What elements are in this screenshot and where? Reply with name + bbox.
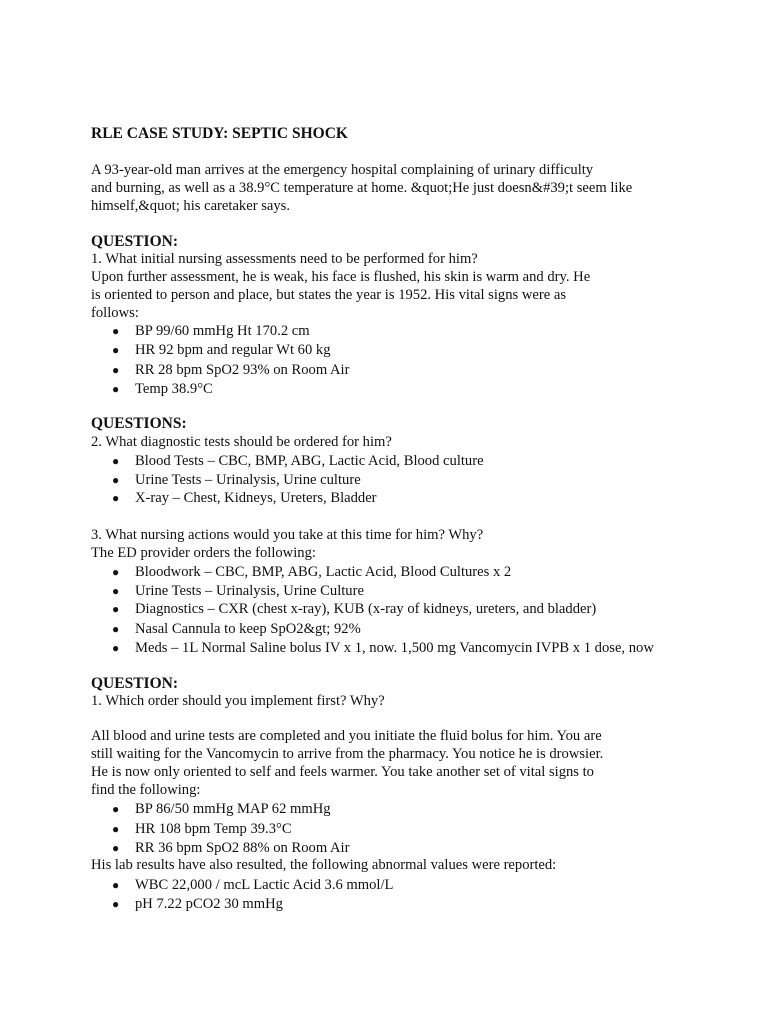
section5-bullet-2: HR 108 bpm Temp 39.3°C	[135, 821, 292, 837]
section3-bullet-4: Nasal Cannula to keep SpO2&gt; 92%	[135, 621, 361, 637]
section5-bullet-3: RR 36 bpm SpO2 88% on Room Air	[135, 840, 350, 856]
bullet-icon: ●	[112, 802, 120, 816]
section2-line-1: 2. What diagnostic tests should be ordered for him?	[91, 434, 392, 450]
bullet-icon: ●	[112, 491, 120, 505]
bullet-icon: ●	[112, 897, 120, 911]
section2-bullet-1: Blood Tests – CBC, BMP, ABG, Lactic Acid, Blood culture	[135, 453, 484, 469]
section5-line-4: find the following:	[91, 782, 201, 798]
bullet-icon: ●	[112, 622, 120, 636]
bullet-icon: ●	[112, 584, 120, 598]
intro-line-1: A 93-year-old man arrives at the emergency hospital complaining of urinary difficulty	[91, 162, 594, 178]
section5-line-1: All blood and urine tests are completed and you initiate the fluid bolus for him. You are	[91, 728, 602, 744]
section5-after-line: His lab results have also resulted, the following abnormal values were reported:	[91, 857, 557, 873]
section1-heading: QUESTION:	[91, 233, 178, 250]
section5-bullet-1: BP 86/50 mmHg MAP 62 mmHg	[135, 801, 331, 817]
section1-line-1: 1. What initial nursing assessments need to be performed for him?	[91, 251, 478, 267]
section2-bullet-2: Urine Tests – Urinalysis, Urine culture	[135, 472, 361, 488]
section4-heading: QUESTION:	[91, 675, 178, 692]
section3-line-2: The ED provider orders the following:	[91, 545, 316, 561]
section3-bullet-2: Urine Tests – Urinalysis, Urine Culture	[135, 583, 364, 599]
document-title: RLE CASE STUDY: SEPTIC SHOCK	[91, 125, 348, 142]
section1-bullet-2: HR 92 bpm and regular Wt 60 kg	[135, 342, 331, 358]
section3-bullet-5: Meds – 1L Normal Saline bolus IV x 1, now. 1,500 mg Vancomycin IVPB x 1 dose, now	[135, 640, 654, 656]
section5-line-3: He is now only oriented to self and feels warmer. You take another set of vital signs to	[91, 764, 594, 780]
bullet-icon: ●	[112, 343, 120, 357]
bullet-icon: ●	[112, 841, 120, 855]
section5-bullet2-2: pH 7.22 pCO2 30 mmHg	[135, 896, 283, 912]
section2-heading: QUESTIONS:	[91, 415, 187, 432]
bullet-icon: ●	[112, 641, 120, 655]
bullet-icon: ●	[112, 382, 120, 396]
section1-line-2: Upon further assessment, he is weak, his face is flushed, his skin is warm and dry. He	[91, 269, 591, 285]
bullet-icon: ●	[112, 878, 120, 892]
section1-line-3: is oriented to person and place, but states the year is 1952. His vital signs were as	[91, 287, 566, 303]
section3-bullet-1: Bloodwork – CBC, BMP, ABG, Lactic Acid, Blood Cultures x 2	[135, 564, 512, 580]
bullet-icon: ●	[112, 473, 120, 487]
section5-bullet2-1: WBC 22,000 / mcL Lactic Acid 3.6 mmol/L	[135, 877, 394, 893]
section3-bullet-3: Diagnostics – CXR (chest x-ray), KUB (x-ray of kidneys, ureters, and bladder)	[135, 601, 597, 617]
intro-line-3: himself,&quot; his caretaker says.	[91, 198, 290, 214]
section5-line-2: still waiting for the Vancomycin to arrive from the pharmacy. You notice he is drowsier.	[91, 746, 604, 762]
section1-bullet-3: RR 28 bpm SpO2 93% on Room Air	[135, 362, 350, 378]
bullet-icon: ●	[112, 565, 120, 579]
bullet-icon: ●	[112, 363, 120, 377]
section1-line-4: follows:	[91, 305, 139, 321]
section1-bullet-4: Temp 38.9°C	[135, 381, 213, 397]
bullet-icon: ●	[112, 454, 120, 468]
intro-line-2: and burning, as well as a 38.9°C temperature at home. &quot;He just doesn&#39;t seem like	[91, 180, 633, 196]
bullet-icon: ●	[112, 822, 120, 836]
section2-bullet-3: X-ray – Chest, Kidneys, Ureters, Bladder	[135, 490, 377, 506]
section4-line-1: 1. Which order should you implement first? Why?	[91, 693, 385, 709]
section1-bullet-1: BP 99/60 mmHg Ht 170.2 cm	[135, 323, 310, 339]
bullet-icon: ●	[112, 324, 120, 338]
bullet-icon: ●	[112, 602, 120, 616]
section3-line-1: 3. What nursing actions would you take at this time for him? Why?	[91, 527, 484, 543]
